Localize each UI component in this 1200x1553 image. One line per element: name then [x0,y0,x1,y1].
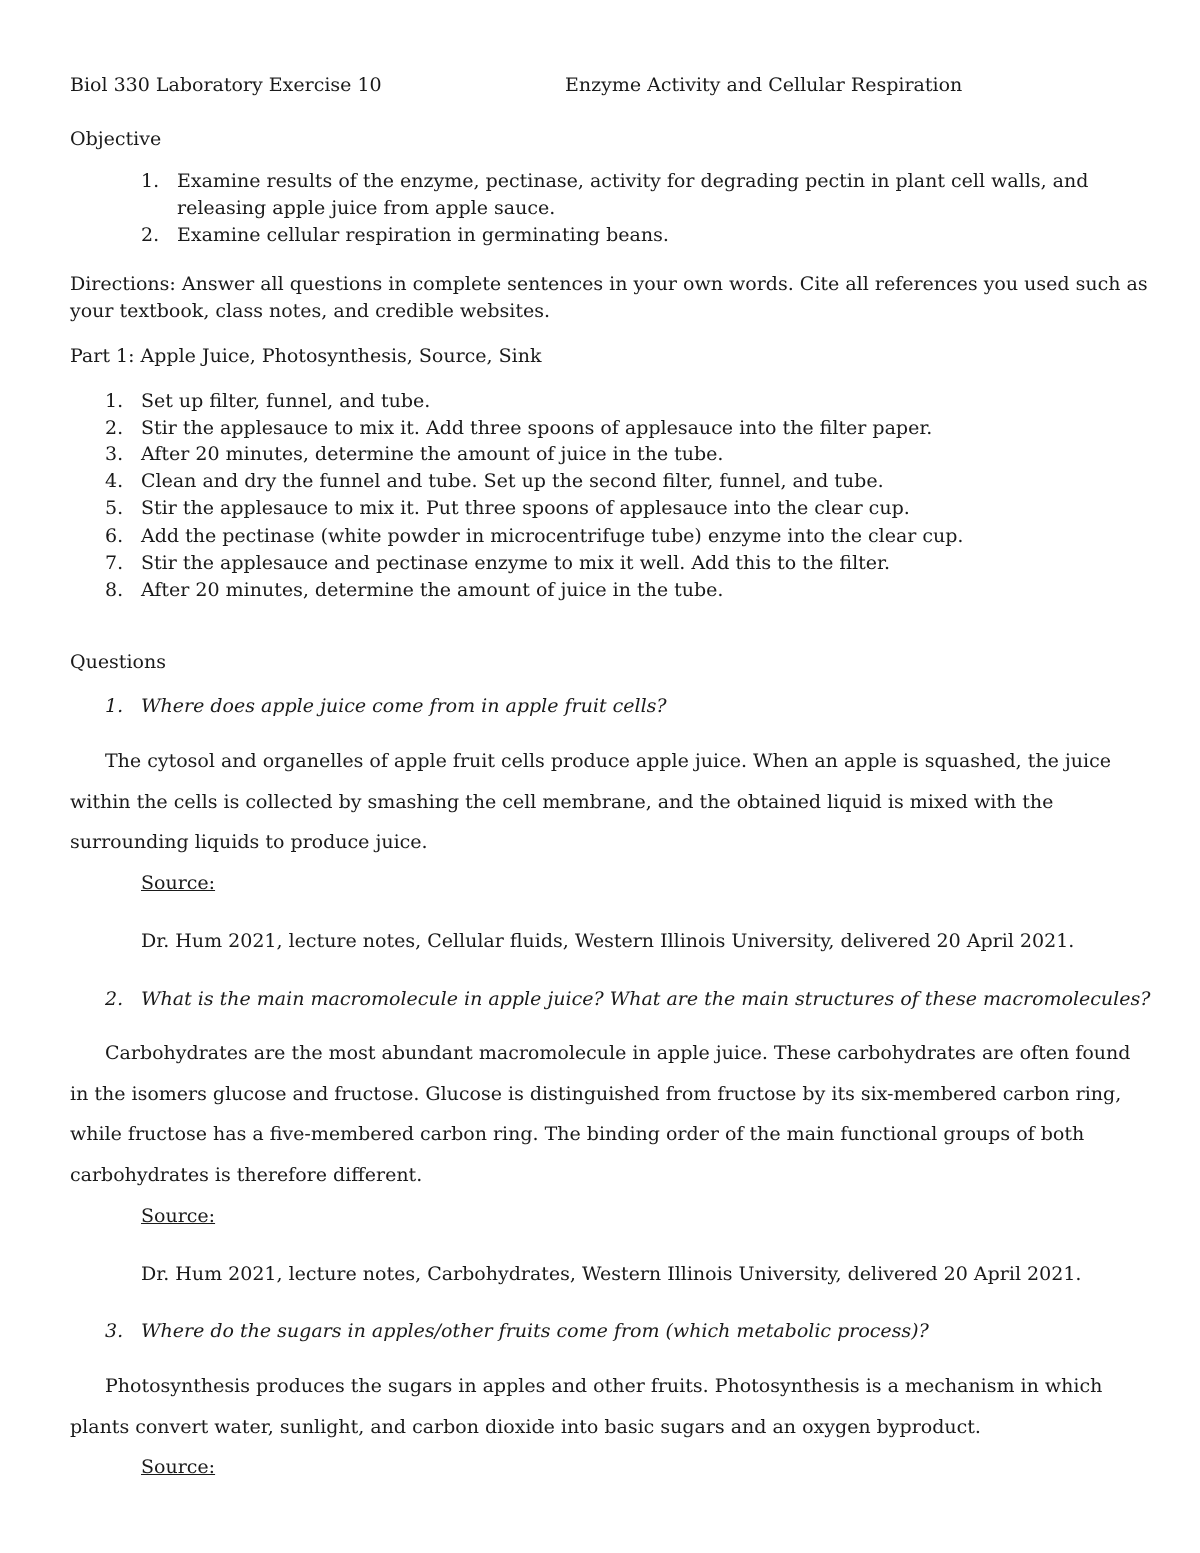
source-citation-2: Dr. Hum 2021, lecture notes, Carbohydrates, Western Illinois University, delivered 20 April 2021. [141,1263,1082,1285]
objective-item-1-line2: releasing apple juice from apple sauce. [177,197,556,219]
question-number: 3. [105,1320,124,1342]
step-number: 7. [105,552,124,574]
directions-line1: Directions: Answer all questions in complete sentences in your own words. Cite all references you used such as [70,273,1148,295]
answer-3: Photosynthesis produces the sugars in apples and other fruits. Photosynthesis is a mechanism in which plants convert water, sunlight, and carbon dioxide into basic sugars and an oxygen byproduct. [70,1375,1103,1438]
source-label: Source: [141,1205,216,1227]
step-number: 5. [105,497,124,519]
step-text: Stir the applesauce to mix it. Add three spoons of applesauce into the filter paper. [141,417,933,439]
exercise-title: Enzyme Activity and Cellular Respiration [565,74,963,96]
answer-2: Carbohydrates are the most abundant macromolecule in apple juice. These carbohydrates are often found in the isomers glucose and fructose. Glucose is distinguished from fructose by its six-membered carbon ring, while fructose has a five-membered carbon ring. The binding order of the main functional groups of both carbohydrates is therefore different. [70,1042,1131,1186]
question-number: 2. [105,988,124,1010]
objective-heading: Objective [70,128,162,150]
step-text: After 20 minutes, determine the amount of juice in the tube. [141,443,724,465]
step-number: 8. [105,579,124,601]
question-number: 1. [105,695,124,717]
objective-number: 2. [141,224,160,246]
questions-heading: Questions [70,651,166,673]
question-1-text: Where does apple juice come from in apple fruit cells? [141,695,667,717]
directions-line2: your textbook, class notes, and credible websites. [70,300,551,322]
question-2-text: What is the main macromolecule in apple juice? What are the main structures of these macromolecules? [141,988,1151,1010]
step-text: Stir the applesauce and pectinase enzyme to mix it well. Add this to the filter. [141,552,891,574]
step-text: Stir the applesauce to mix it. Put three spoons of applesauce into the clear cup. [141,497,910,519]
step-number: 1. [105,390,124,412]
step-text: Add the pectinase (white powder in microcentrifuge tube) enzyme into the clear cup. [141,525,964,547]
course-header: Biol 330 Laboratory Exercise 10 [70,74,382,96]
question-3-text: Where do the sugars in apples/other fruits come from (which metabolic process)? [141,1320,929,1342]
step-text: After 20 minutes, determine the amount of juice in the tube. [141,579,724,601]
step-text: Set up filter, funnel, and tube. [141,390,431,412]
part1-heading: Part 1: Apple Juice, Photosynthesis, Source, Sink [70,345,542,367]
answer-1: The cytosol and organelles of apple fruit cells produce apple juice. When an apple is squashed, the juice within the cells is collected by smashing the cell membrane, and the obtained liquid is mixed with the surrounding liquids to produce juice. [70,750,1112,853]
step-text: Clean and dry the funnel and tube. Set up the second filter, funnel, and tube. [141,470,884,492]
objective-item-2: Examine cellular respiration in germinating beans. [177,224,669,246]
source-citation-1: Dr. Hum 2021, lecture notes, Cellular fluids, Western Illinois University, delivered 20 April 2021. [141,930,1075,952]
source-label: Source: [141,872,216,894]
step-number: 6. [105,525,124,547]
step-number: 4. [105,470,124,492]
source-label: Source: [141,1456,216,1478]
objective-number: 1. [141,170,160,192]
objective-item-1-line1: Examine results of the enzyme, pectinase, activity for degrading pectin in plant cell walls, and [177,170,1089,192]
step-number: 3. [105,443,124,465]
step-number: 2. [105,417,124,439]
